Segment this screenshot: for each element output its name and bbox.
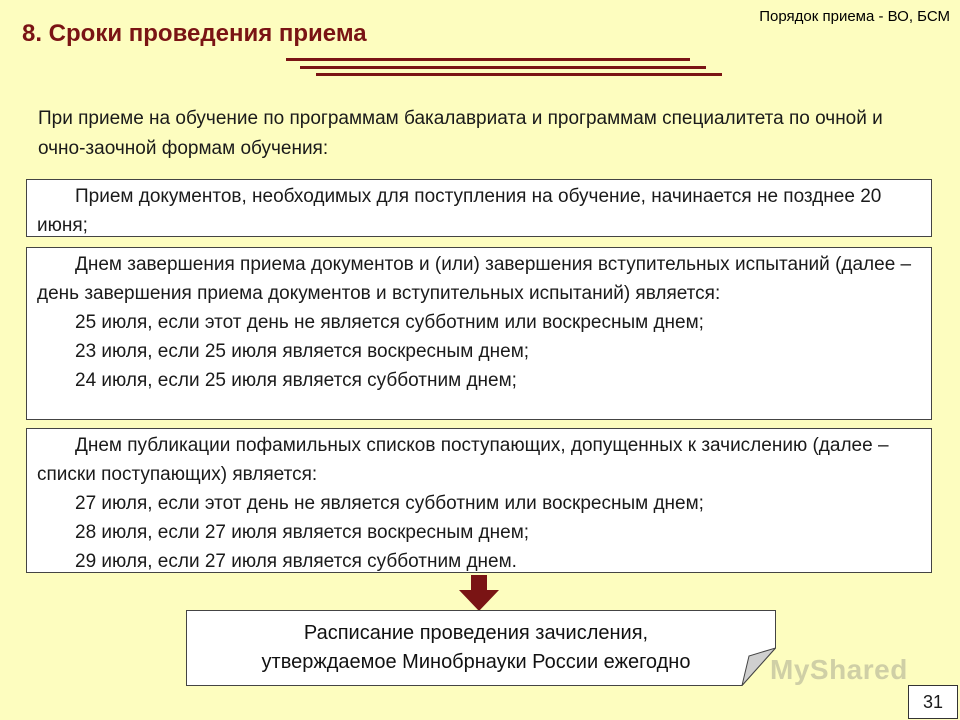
lists-item: 28 июля, если 27 июля является воскресным днем; xyxy=(75,522,530,543)
watermark: MyShared xyxy=(770,654,908,685)
lists-item: 29 июля, если 27 июля является субботним днем. xyxy=(75,551,517,572)
note-line-1: Расписание проведения зачисления, xyxy=(303,622,649,644)
header-note: Порядок приема - ВО, БСМ xyxy=(759,8,950,25)
deadline-item: 24 июля, если 25 июля является субботним днем; xyxy=(75,370,517,391)
intro-text: При приеме на обучение по программам бакалавриата и программам специалитета по очной и очно-заочной формам обучения: xyxy=(38,108,883,159)
title-underline xyxy=(286,58,690,61)
lists-item: 27 июля, если этот день не является субботним или воскресным днем; xyxy=(75,493,704,514)
lists-lead: Днем публикации пофамильных списков поступающих, допущенных к зачислению (далее – списки поступающих) является: xyxy=(37,435,889,485)
deadline-lead: Днем завершения приема документов и (или) завершения вступительных испытаний (далее – день завершения приема документов и вступительных испытаний) является: xyxy=(37,254,912,304)
lists-box xyxy=(26,428,932,573)
start-date-text: Прием документов, необходимых для поступления на обучение, начинается не позднее 20 июня; xyxy=(37,186,882,236)
deadline-item: 23 июля, если 25 июля является воскресным днем; xyxy=(75,341,530,362)
note-line-2: утверждаемое Минобрнауки России ежегодно xyxy=(261,651,691,673)
enrollment-schedule-note xyxy=(186,610,776,686)
title-underline xyxy=(300,66,706,69)
title-underline xyxy=(316,73,722,76)
deadline-box xyxy=(26,247,932,420)
page-number: 31 xyxy=(908,685,958,719)
down-arrow-icon xyxy=(459,575,499,611)
deadline-item: 25 июля, если этот день не является субботним или воскресным днем; xyxy=(75,312,704,333)
slide-title: 8. Сроки проведения приема xyxy=(22,20,367,47)
start-date-box xyxy=(26,179,932,237)
